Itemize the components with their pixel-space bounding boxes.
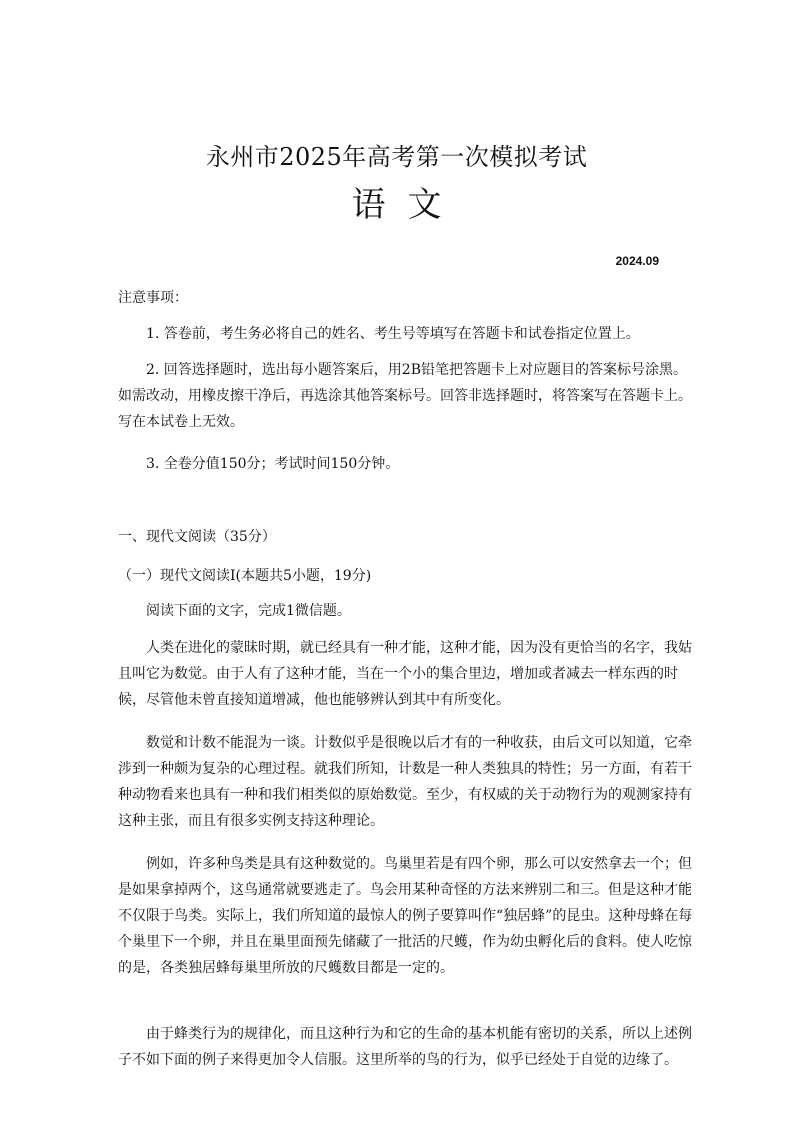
- notice-item-2: 2. 回答选择题时，选出每小题答案后，用2B铅笔把答题卡上对应题目的答案标号涂黑。如需改动，用橡皮擦干净后，再选涂其他答案标号。回答非选择题时，将答案写在答题卡上。写在本试卷上无效。: [118, 362, 692, 430]
- section-sub-heading: （一）现代文阅读Ⅰ(本题共5小题，19分): [118, 568, 372, 584]
- notice-item-1: 1. 答卷前，考生务必将自己的姓名、考生号等填写在答题卡和试卷指定位置上。: [146, 326, 640, 342]
- exam-date: 2024.09: [615, 254, 659, 268]
- passage-paragraph-4: 由于蜂类行为的规律化，而且这种行为和它的生命的基本机能有密切的关系，所以上述例子不如下面的例子来得更加令人信服。这里所举的鸟的行为，似乎已经处于自觉的边缘了。: [118, 1026, 692, 1068]
- subject-title: 语文: [351, 185, 464, 225]
- reading-instruction: 阅读下面的文字，完成1微信题。: [146, 603, 351, 619]
- passage-paragraph-1: 人类在进化的蒙昧时期，就已经具有一种才能，这种才能，因为没有更恰当的名字，我姑且叫它为数觉。由于人有了这种才能，当在一个小的集合里边，增加或者减去一样东西的时候，尽管他未曾直接知道增减，他也能够辨认到其中有所变化。: [118, 640, 692, 708]
- notice-item-3: 3. 全卷分值150分；考试时间150分钟。: [146, 456, 400, 472]
- passage-paragraph-3: 例如，许多种鸟类是具有这种数觉的。鸟巢里若是有四个卵，那么可以安然拿去一个；但是如果拿掉两个，这鸟通常就要逃走了。鸟会用某种奇怪的方法来辨别二和三。但是这种才能不仅限于鸟类。实际上，我们所知道的最惊人的例子要算叫作“独居蜂”的昆虫。这种母蜂在每个巢里下一个卵，并且在巢里面预先储藏了一批活的尺蠖，作为幼虫孵化后的食料。使人吃惊的是，各类独居蜂每巢里所放的尺蠖数目都是一定的。: [118, 856, 693, 976]
- exam-title: 永州市2025年高考第一次模拟考试: [205, 143, 588, 171]
- notice-heading: 注意事项：: [118, 290, 188, 306]
- section-heading: 一、现代文阅读（35分）: [118, 529, 276, 545]
- passage-paragraph-2: 数觉和计数不能混为一谈。计数似乎是很晚以后才有的一种收获，由后文可以知道，它牵涉到一种颇为复杂的心理过程。就我们所知，计数是一种人类独具的特性；另一方面，有若干种动物看来也具有一种和我们相类似的原始数觉。至少，有权威的关于动物行为的观测家持有这种主张，而且有很多实例支持这种理论。: [118, 735, 692, 829]
